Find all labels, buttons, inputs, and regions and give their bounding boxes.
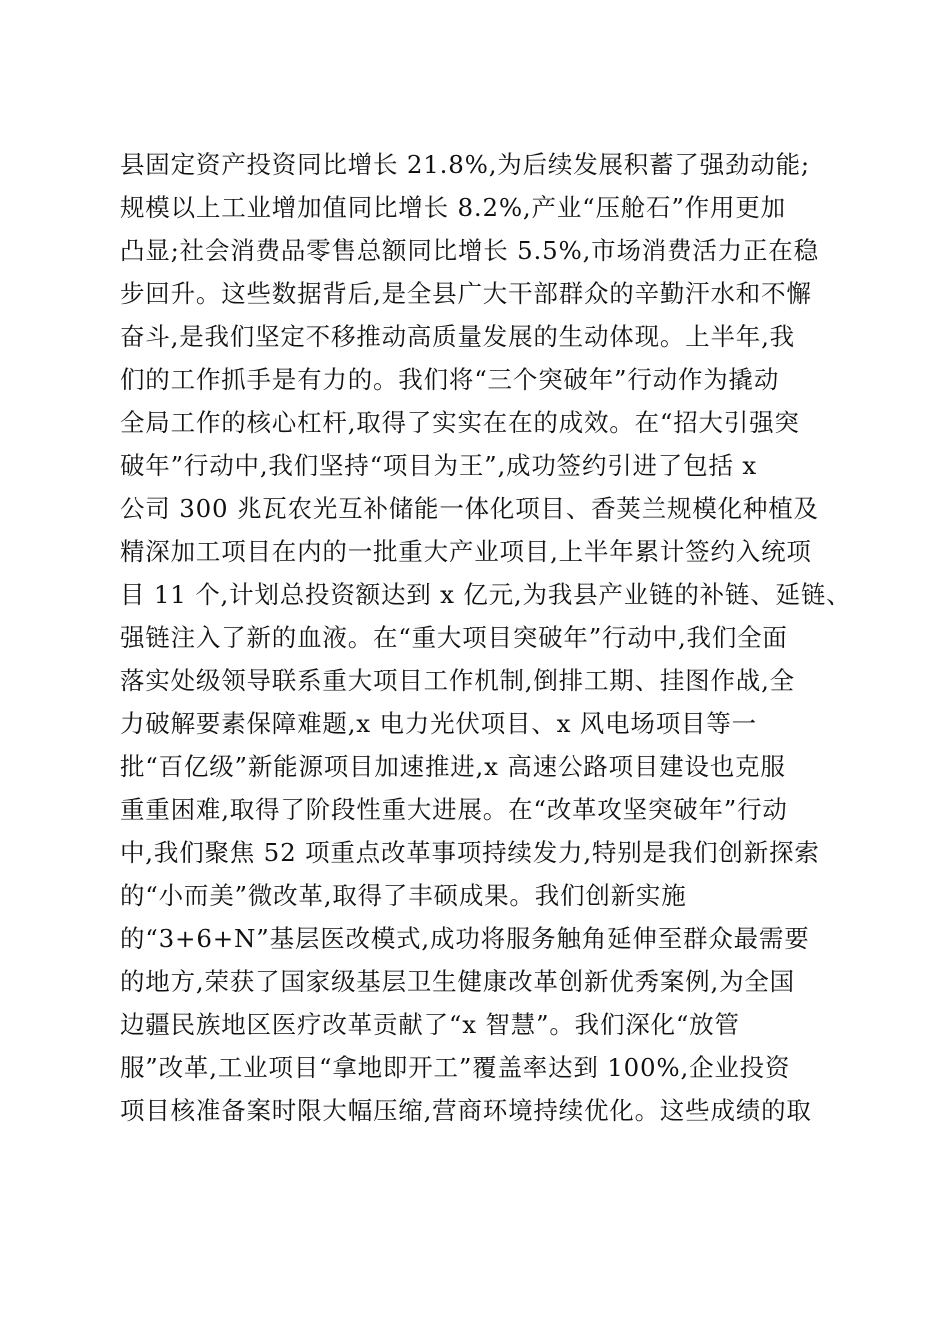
text-line: 全局工作的核心杠杆,取得了实实在在的成效。在“招大引强突 (120, 408, 800, 437)
text-line: 破年”行动中,我们坚持“项目为王”,成功签约引进了包括 x (120, 451, 757, 480)
text-line: 县固定资产投资同比增长 21.8%,为后续发展积蓄了强劲动能; (120, 150, 810, 179)
text-line: 批“百亿级”新能源项目加速推进,x 高速公路项目建设也克服 (120, 752, 786, 781)
text-line: 的“小而美”微改革,取得了丰硕成果。我们创新实施 (120, 881, 687, 910)
text-line: 奋斗,是我们坚定不移推动高质量发展的生动体现。上半年,我 (120, 322, 795, 351)
text-line: 项目核准备案时限大幅压缩,营商环境持续优化。这些成绩的取 (120, 1096, 812, 1125)
text-line: 精深加工项目在内的一批重大产业项目,上半年累计签约入统项 (120, 537, 812, 566)
text-line: 中,我们聚焦 52 项重点改革事项持续发力,特别是我们创新探索 (120, 838, 820, 867)
text-line: 服”改革,工业项目“拿地即开工”覆盖率达到 100%,企业投资 (120, 1053, 791, 1082)
text-line: 的地方,荣获了国家级基层卫生健康改革创新优秀案例,为全国 (120, 967, 795, 996)
text-line: 重重困难,取得了阶段性重大进展。在“改革攻坚突破年”行动 (120, 795, 788, 824)
text-line: 公司 300 兆瓦农光互补储能一体化项目、香荚兰规模化种植及 (120, 494, 819, 523)
text-line: 目 11 个,计划总投资额达到 x 亿元,为我县产业链的补链、延链、 (120, 580, 852, 609)
text-line: 们的工作抓手是有力的。我们将“三个突破年”行动作为撬动 (120, 365, 780, 394)
text-line: 边疆民族地区医疗改革贡献了“x 智慧”。我们深化“放管 (120, 1010, 740, 1039)
text-line: 强链注入了新的血液。在“重大项目突破年”行动中,我们全面 (120, 623, 788, 652)
text-line: 落实处级领导联系重大项目工作机制,倒排工期、挂图作战,全 (120, 666, 795, 695)
text-line: 凸显;社会消费品零售总额同比增长 5.5%,市场消费活力正在稳 (120, 236, 819, 265)
body-text (120, 143, 852, 1132)
text-line: 的“3+6+N”基层医改模式,成功将服务触角延伸至群众最需要 (120, 924, 810, 953)
text-line: 力破解要素保障难题,x 电力光伏项目、x 风电场项目等一 (120, 709, 757, 738)
text-line: 规模以上工业增加值同比增长 8.2%,产业“压舱石”作用更加 (120, 193, 786, 222)
text-line: 步回升。这些数据背后,是全县广大干部群众的辛勤汗水和不懈 (120, 279, 812, 308)
